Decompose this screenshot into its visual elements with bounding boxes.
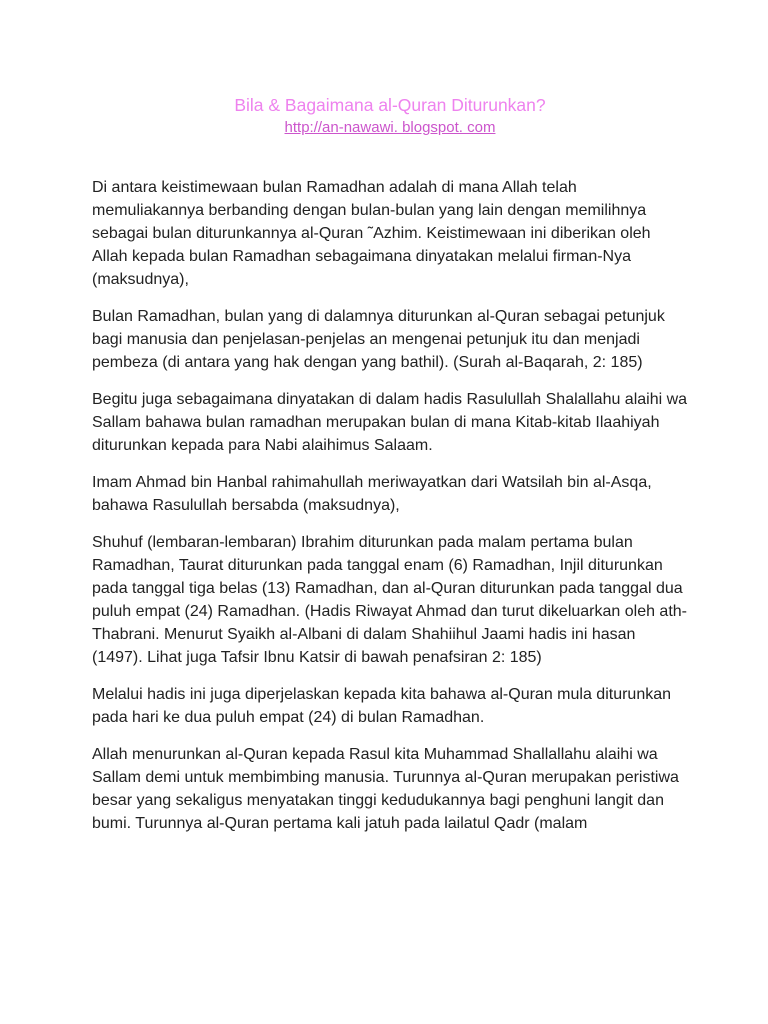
paragraph-7: Allah menurunkan al-Quran kepada Rasul kita Muhammad Shallallahu alaihi wa Sallam demi untuk membimbing manusia. Turunnya al-Quran merupakan peristiwa besar yang sekaligus menyatakan tinggi kedudukannya bagi penghuni langit dan bumi. Turunnya al-Quran pertama kali jatuh pada lailatul Qadr (malam <box>92 746 679 832</box>
paragraph-2: Bulan Ramadhan, bulan yang di dalamnya diturunkan al-Quran sebagai petunjuk bagi manusia dan penjelasan-penjelas an mengenai petunjuk itu dan menjadi pembeza (di antara yang hak dengan yang bathil). (Surah al-Baqarah, 2: 185) <box>92 308 665 371</box>
document-body <box>92 176 688 835</box>
paragraph-1: Di antara keistimewaan bulan Ramadhan adalah di mana Allah telah memuliakannya berbanding dengan bulan-bulan yang lain dengan memilihnya sebagai bulan diturunkannya al-Quran ˜Azhim. Keistimewaan ini diberikan oleh Allah kepada bulan Ramadhan sebagaimana dinyatakan melalui firman-Nya (maksudnya), <box>92 179 651 288</box>
paragraph-5: Shuhuf (lembaran-lembaran) Ibrahim diturunkan pada malam pertama bulan Ramadhan, Taurat diturunkan pada tanggal enam (6) Ramadhan, Injil diturunkan pada tanggal tiga belas (13) Ramadhan, dan al-Quran diturunkan pada tanggal dua puluh empat (24) Ramadhan. (Hadis Riwayat Ahmad dan turut dikeluarkan oleh ath-Thabrani. Menurut Syaikh al-Albani di dalam Shahiihul Jaami hadis ini hasan (1497). Lihat juga Tafsir Ibnu Katsir di bawah penafsiran 2: 185) <box>92 534 687 666</box>
source-link[interactable]: http://an-nawawi. blogspot. com <box>284 119 496 136</box>
paragraph-4: Imam Ahmad bin Hanbal rahimahullah meriwayatkan dari Watsilah bin al-Asqa, bahawa Rasulullah bersabda (maksudnya), <box>92 474 652 514</box>
document-title: Bila & Bagaimana al-Quran Diturunkan? <box>234 95 546 115</box>
paragraph-6: Melalui hadis ini juga diperjelaskan kepada kita bahawa al-Quran mula diturunkan pada hari ke dua puluh empat (24) di bulan Ramadhan. <box>92 686 672 726</box>
paragraph-3: Begitu juga sebagaimana dinyatakan di dalam hadis Rasulullah Shalallahu alaihi wa Sallam bahawa bulan ramadhan merupakan bulan di mana Kitab-kitab Ilaahiyah diturunkan kepada para Nabi alaihimus Salaam. <box>92 391 688 454</box>
